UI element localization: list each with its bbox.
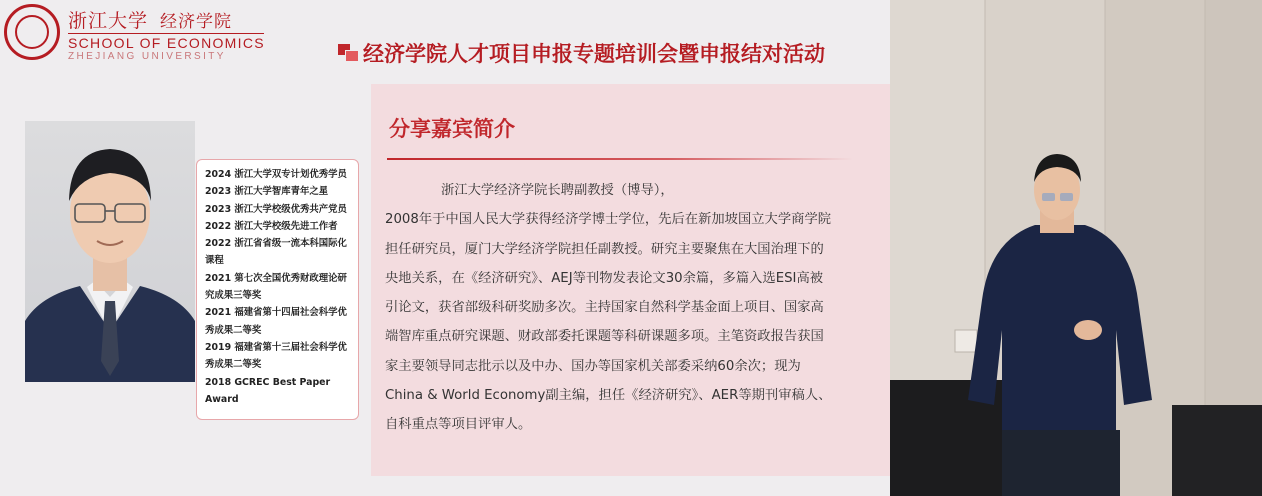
award-item: 2019 福建省第十三届社会科学优秀成果二等奖 bbox=[205, 341, 347, 371]
award-item: 2018 GCREC Best Paper Award bbox=[205, 376, 331, 405]
award-item: 2022 浙江大学校级先进工作者 bbox=[205, 220, 338, 232]
university-name-en: ZHEJIANG UNIVERSITY bbox=[68, 51, 226, 62]
award-item: 2023 浙江大学校级优秀共产党员 bbox=[205, 203, 347, 215]
bio-line: 2008年于中国人民大学获得经济学博士学位，先后在新加坡国立大学商学院 bbox=[385, 212, 832, 228]
award-item: 2021 福建省第十四届社会科学优秀成果二等奖 bbox=[205, 307, 347, 336]
panel-heading: 分享嘉宾简介 bbox=[389, 117, 515, 141]
zju-seal-logo bbox=[4, 4, 60, 60]
bio-line: China & World Economy副主编，担任《经济研究》、AER等期刊审稿人、 bbox=[385, 388, 832, 404]
title-bullet-icon bbox=[338, 44, 358, 60]
bio-line: 担任研究员，厦门大学经济学院担任副教授。研究主要聚焦在大国治理下的 bbox=[385, 241, 824, 257]
bio-line: 央地关系，在《经济研究》、AEJ等刊物发表论文30余篇，多篇入选ESI高被 bbox=[385, 270, 824, 286]
award-item: 2022 浙江省省级一流本科国际化课程 bbox=[205, 238, 347, 267]
heading-divider bbox=[387, 158, 853, 160]
bio-line: 家主要领导同志批示以及中办、国办等国家机关部委采纳60余次；现为 bbox=[385, 358, 801, 374]
award-item: 2024 浙江大学双专计划优秀学员 bbox=[205, 169, 347, 180]
awards-list bbox=[196, 159, 359, 420]
logo-chinese bbox=[68, 6, 232, 33]
bio-line: 引论文，获省部级科研奖励多次。主持国家自然科学基金面上项目、国家高 bbox=[385, 300, 824, 316]
bio-line: 端智库重点研究课题、财政部委托课题等科研课题多项。主笔资政报告获国 bbox=[385, 329, 824, 345]
event-title: 经济学院人才项目申报专题培训会暨申报结对活动 bbox=[363, 42, 825, 66]
logo-divider bbox=[68, 33, 264, 34]
bio-line: 浙江大学经济学院长聘副教授（博导）， bbox=[441, 183, 674, 198]
award-item: 2023 浙江大学智库青年之星 bbox=[205, 186, 329, 198]
school-name-cn: 经济学院 bbox=[160, 12, 233, 32]
speaker-camera-view bbox=[890, 0, 1262, 496]
university-name-cn: 浙江大学 bbox=[68, 10, 149, 32]
speaker-photo bbox=[25, 121, 195, 382]
award-item: 2021 第七次全国优秀财政理论研究成果三等奖 bbox=[205, 272, 347, 302]
speaker-bio bbox=[385, 176, 855, 440]
bio-line: 自科重点等项目评审人。 bbox=[385, 417, 532, 433]
school-name-en: SCHOOL OF ECONOMICS bbox=[68, 35, 265, 51]
